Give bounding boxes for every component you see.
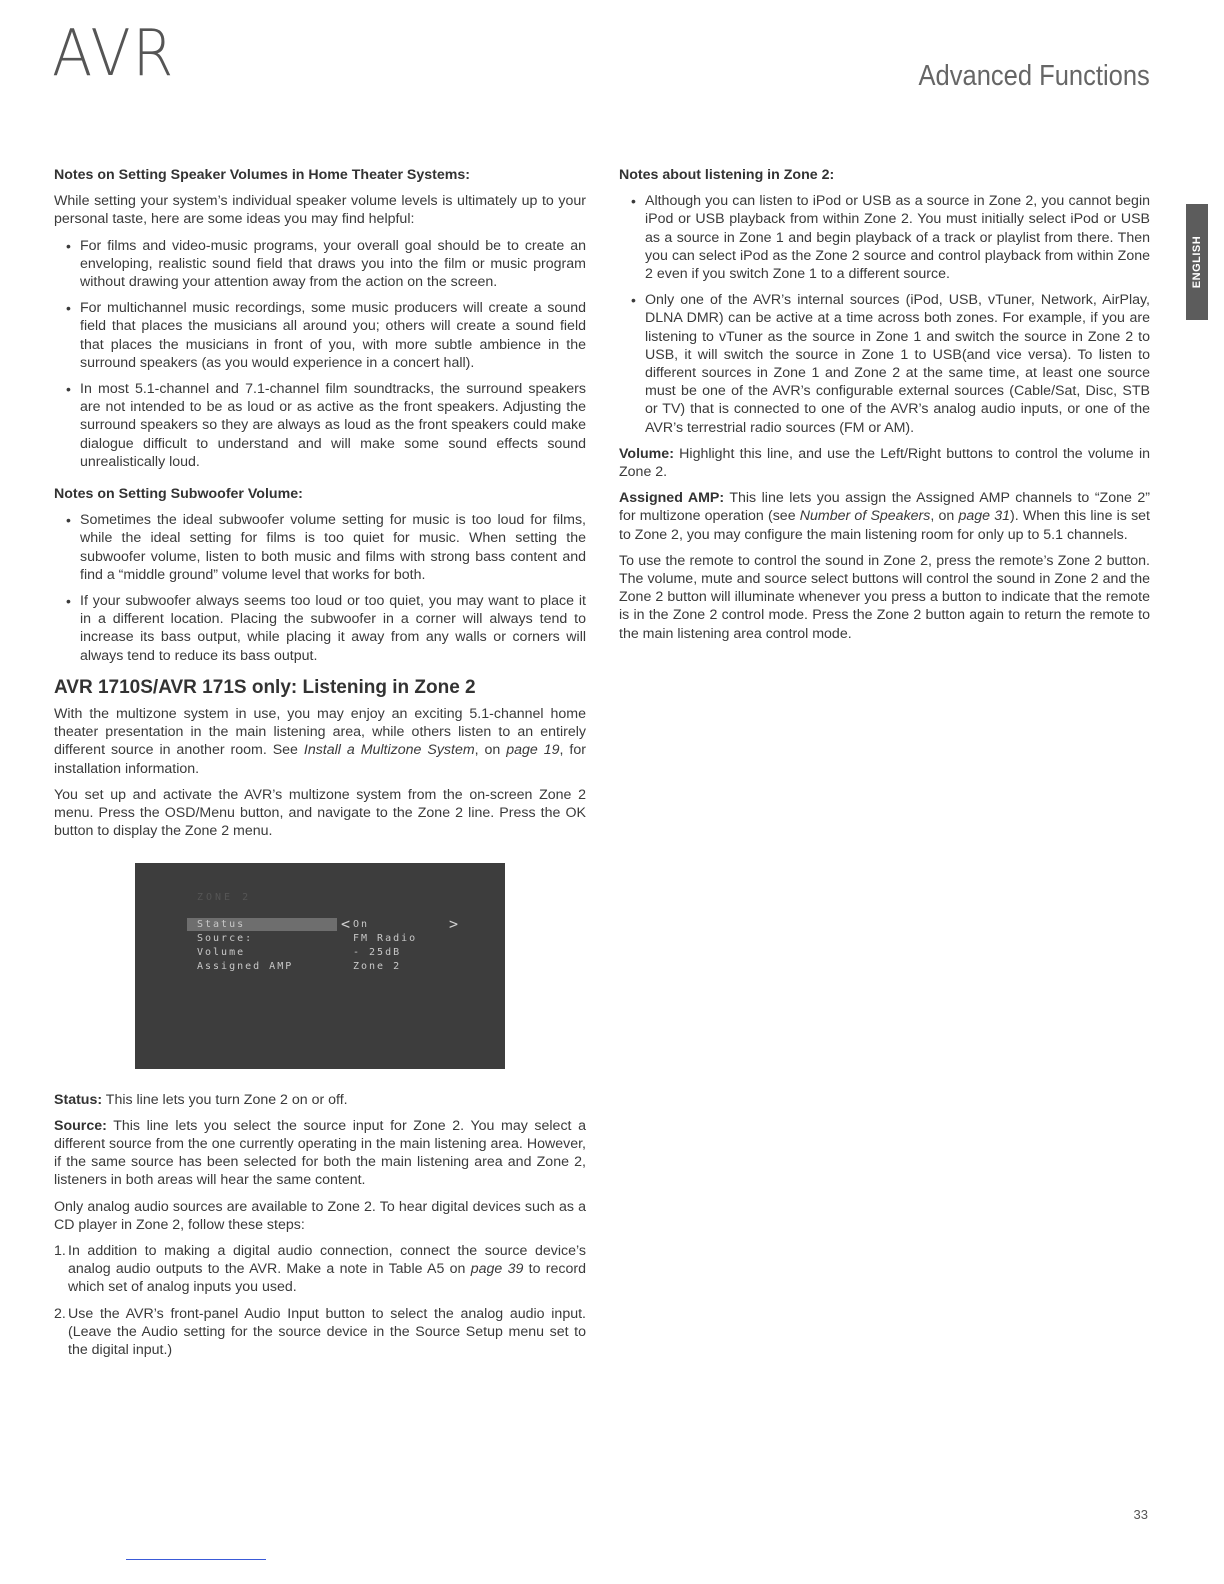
assigned-amp-description — [619, 489, 1150, 544]
zone2-osd-screen — [135, 863, 505, 1069]
remote-zone2-paragraph: To use the remote to control the sound in Zone 2, press the remote’s Zone 2 button. The volume, mute and source select buttons will control the sound in Zone 2 and the Zone 2 button will illuminate whenever you press a button to indicate that the remote is in the Zone 2 control mode. Press the Zone 2 button again to return the remote to the main listening area control mode. — [619, 552, 1150, 642]
osd-row-volume — [187, 946, 487, 960]
osd-row-label: Volume — [197, 946, 246, 958]
osd-row-label: Assigned AMP — [197, 960, 294, 972]
step-number: 2. — [54, 1305, 66, 1322]
osd-row-value: FM Radio — [353, 932, 418, 944]
status-text: This line lets you turn Zone 2 on or off. — [102, 1091, 348, 1108]
list-item — [54, 1305, 586, 1360]
number-of-speakers-reference: Number of Speakers — [799, 508, 931, 525]
zone2-intro-paragraph — [54, 705, 586, 778]
list-item: • For multichannel music recordings, some music producers will create a sound field that places the musicians all around you; others will create a sound field that places the musicians in front of you, with more subtle ambience in the surround speakers (as you would experience in a concert hall). — [80, 299, 586, 372]
avr-logo: AVR — [52, 17, 176, 91]
status-description — [54, 1091, 586, 1109]
page-reference: page 39 — [470, 1261, 524, 1278]
section-title: Advanced Functions — [918, 60, 1150, 92]
source-description — [54, 1117, 586, 1190]
assigned-amp-text: ). When this line is set to Zone 2, you may configure the main listening room for only up to 5.1 channels. — [619, 508, 1150, 543]
page-reference: page 31 — [958, 508, 1011, 525]
list-item: • For films and video-music programs, your overall goal should be to create an enveloping, realistic sound field that draws you into the film or music program without drawing your attention away from the action on the screen. — [80, 237, 586, 292]
step-number: 1. — [54, 1242, 66, 1259]
osd-row-value: Zone 2 — [353, 960, 402, 972]
zone2-setup-paragraph: You set up and activate the AVR’s multizone system from the on-screen Zone 2 menu. Press the OSD/Menu button, and navigate to the Zone 2 line. Press the OK button to display the Zone 2 menu. — [54, 786, 586, 840]
list-item: • If your subwoofer always seems too loud or too quiet, you may want to place it in a different location. Placing the subwoofer in a corner will always tend to increase its bass output, while placing it away from any walls or corners will always tend to reduce its bass output. — [80, 592, 586, 665]
install-multizone-reference: Install a Multizone System — [303, 742, 475, 759]
osd-row-label: Source: — [197, 932, 254, 944]
assigned-amp-term: Assigned AMP: — [619, 490, 725, 507]
zone2-section-heading: AVR 1710S/AVR 171S only: Listening in Zone 2 — [54, 676, 476, 698]
osd-row-source — [187, 932, 487, 946]
zone2-notes-heading: Notes about listening in Zone 2: — [619, 167, 835, 183]
page-number: 33 — [1133, 1507, 1148, 1522]
analog-sources-paragraph: Only analog audio sources are available to Zone 2. To hear digital devices such as a CD player in Zone 2, follow these steps: — [54, 1198, 586, 1233]
language-tab — [1186, 204, 1208, 320]
volume-description — [619, 445, 1150, 481]
source-term: Source: — [54, 1117, 107, 1134]
list-item: • Although you can listen to iPod or USB as a source in Zone 2, you cannot begin iPod or USB playback from within Zone 2. You must initially select iPod or USB as a source in Zone 1 and begin playback of a track or playlist from there. Then you can select iPod as the Zone 2 source and control playback from within Zone 2 even if you switch Zone 1 to a different source. — [645, 192, 1150, 283]
osd-row-status — [187, 914, 487, 933]
page-reference: page 19 — [506, 742, 560, 759]
left-column — [54, 166, 586, 1367]
osd-row-value: On — [353, 918, 370, 930]
osd-row-label: Status — [197, 918, 246, 930]
step-text: to record which set of analog inputs you used. — [68, 1261, 586, 1296]
chevron-left-icon: < — [341, 914, 351, 933]
step-text: Use the AVR’s front-panel Audio Input button to select the analog audio input. (Leave the Audio setting for the source device in the Source Setup menu set to the digital input.) — [68, 1305, 586, 1358]
osd-row-assigned-amp — [187, 960, 487, 974]
list-item: • In most 5.1-channel and 7.1-channel film soundtracks, the surround speakers are not intended to be as loud or as active as the front speakers. Adjusting the surround speakers so they are always as loud as the front speakers could make dialogue difficult to understand and will make some sound effects sound unrealistically loud. — [80, 380, 586, 471]
status-term: Status: — [54, 1091, 103, 1108]
footer-rule — [126, 1559, 266, 1560]
zone2-intro-text: , for installation information. — [54, 742, 586, 777]
assigned-amp-text: This line lets you assign the Assigned AMP channels to “Zone 2” for multizone operation (see — [619, 490, 1151, 525]
chevron-right-icon: > — [449, 914, 459, 933]
assigned-amp-text: , on — [930, 508, 959, 525]
osd-row-value: - 25dB — [353, 946, 402, 958]
language-tab-label: ENGLISH — [1191, 235, 1203, 289]
zone2-intro-text: With the multizone system in use, you may enjoy an exciting 5.1-channel home theater presentation in the main listening area, while others listen to an entirely different source in another room. See — [54, 706, 586, 759]
step-text: In addition to making a digital audio connection, connect the source device’s analog audio outputs to the AVR. Make a note in Table A5 on — [68, 1242, 586, 1278]
subwoofer-volume-heading: Notes on Setting Subwoofer Volume: — [54, 486, 303, 503]
volume-text: Highlight this line, and use the Left/Right buttons to control the volume in Zone 2. — [619, 445, 1150, 481]
list-item: • Sometimes the ideal subwoofer volume setting for music is too loud for films, while the ideal setting for films is too quiet for music. When setting the subwoofer volume, listen to both music and films with strong bass content and find a “middle ground” volume level that works for both. — [80, 511, 586, 584]
list-item: • Only one of the AVR’s internal sources (iPod, USB, vTuner, Network, AirPlay, DLNA DMR) can be active at a time across both zones. For example, if you are listening to vTuner as the source in Zone 1 and switch the source in Zone 2 to USB, it will switch the source in Zone 1 to USB(and vice versa). To listen to different sources in Zone 1 and Zone 2 at the same time, at least one source must be one of the AVR’s configurable external sources (Cable/Sat, Disc, STB or TV) that is connected to one of the AVR’s analog audio inputs, or one of the AVR’s terrestrial radio sources (FM or AM). — [645, 291, 1150, 437]
speaker-volume-intro: While setting your system’s individual speaker volume levels is ultimately up to your personal taste, here are some ideas you may find helpful: — [54, 193, 586, 228]
speaker-volume-list — [54, 237, 586, 471]
right-column — [619, 166, 1150, 651]
source-text: This line lets you select the source input for Zone 2. You may select a different source from the one currently operating in the main listening area. However, if the same source has been selected for both the main listening area and Zone 2, listeners in both areas will hear the same content. — [54, 1117, 586, 1189]
subwoofer-volume-list — [54, 511, 586, 665]
steps-list — [54, 1242, 586, 1359]
volume-term: Volume: — [619, 445, 674, 462]
osd-menu-title: ZONE 2 — [197, 891, 252, 903]
list-item — [54, 1242, 586, 1297]
zone2-notes-list — [619, 192, 1150, 437]
zone2-intro-text: , on — [474, 742, 507, 759]
speaker-volume-heading: Notes on Setting Speaker Volumes in Home Theater Systems: — [54, 167, 471, 183]
